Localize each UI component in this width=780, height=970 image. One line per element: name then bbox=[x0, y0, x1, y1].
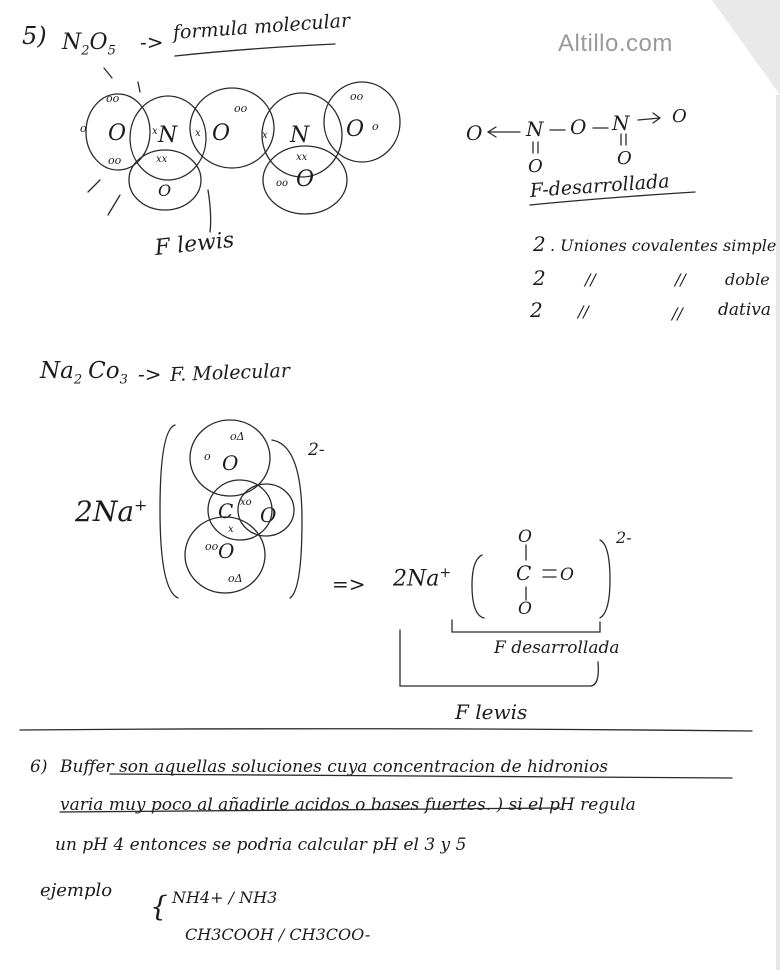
svg-text:O: O bbox=[528, 156, 543, 177]
developed-bracket bbox=[452, 620, 600, 632]
q6-line-2: varia muy poco al añadirle acidos o bases fuertes. ) si el pH regula bbox=[60, 795, 636, 815]
n2o5-o: O bbox=[89, 30, 108, 55]
svg-text:x: x bbox=[262, 130, 268, 141]
n2o5-developed-structure bbox=[488, 113, 695, 205]
n2o5-sub2: 5 bbox=[107, 43, 116, 59]
lewis-hatch-4 bbox=[138, 82, 140, 92]
svg-text:O: O bbox=[570, 115, 587, 139]
caption-underline bbox=[175, 44, 335, 56]
buffer-pair-1: NH4+ / NH3 bbox=[172, 888, 278, 907]
n2o5-sub1: 2 bbox=[81, 43, 90, 59]
left-bracket-open bbox=[160, 425, 178, 598]
n2o5-atoms bbox=[80, 90, 379, 200]
buffer-pair-1-acid: NH4+ bbox=[172, 888, 224, 907]
lewis-hatch-1 bbox=[108, 195, 120, 215]
svg-text:x: x bbox=[152, 126, 158, 137]
brace: { bbox=[150, 890, 168, 923]
bond-row-3-ditto2: // bbox=[672, 304, 683, 323]
svg-text:O: O bbox=[672, 106, 687, 127]
svg-text:O: O bbox=[218, 539, 235, 563]
na2co3-caption: F. Molecular bbox=[169, 359, 291, 386]
lewis-hatch-2 bbox=[88, 180, 100, 192]
svg-text:O: O bbox=[560, 565, 574, 585]
svg-text:O: O bbox=[212, 121, 231, 146]
q6-underline-2 bbox=[60, 808, 560, 812]
svg-text:C: C bbox=[516, 561, 532, 585]
na2co3-sub1: 2 bbox=[73, 372, 83, 388]
question-6-number: 6) bbox=[30, 757, 48, 777]
svg-text:O: O bbox=[222, 451, 239, 475]
bond-row-2-count: 2 bbox=[533, 266, 546, 290]
na2co3-na: Na bbox=[40, 358, 74, 384]
lewis-hatch-3 bbox=[104, 68, 112, 78]
svg-text:N: N bbox=[526, 117, 544, 141]
developed-underline bbox=[530, 192, 695, 205]
svg-text:oo: oo bbox=[276, 178, 289, 189]
svg-text:oo: oo bbox=[205, 540, 219, 553]
bond-row-1-count: 2 bbox=[533, 232, 546, 256]
lewis-circle-obridge bbox=[190, 88, 274, 168]
svg-text:xo: xo bbox=[240, 497, 252, 508]
right-bracket-open bbox=[472, 555, 484, 618]
bond-row-2-ditto1: // bbox=[585, 270, 596, 289]
watermark: Altillo.com bbox=[558, 30, 673, 57]
q6-underline-1 bbox=[110, 774, 732, 778]
na2co3-co: Co bbox=[88, 358, 120, 384]
svg-text:N: N bbox=[612, 111, 630, 135]
svg-text:N: N bbox=[290, 123, 310, 148]
svg-text:x: x bbox=[228, 524, 234, 535]
svg-text:x: x bbox=[195, 128, 201, 139]
left-charge: 2- bbox=[308, 440, 325, 460]
na2co3-lewis-atoms bbox=[204, 430, 276, 585]
right-sodium: 2Na+ bbox=[393, 565, 452, 592]
left-sodium-text: 2Na bbox=[75, 495, 135, 528]
bond-row-3-kind: dativa bbox=[718, 300, 772, 320]
svg-text:O: O bbox=[346, 117, 365, 142]
buffer-pair-2: CH3COOH / CH3COO- bbox=[185, 925, 371, 944]
na2co3-developed-atoms bbox=[516, 527, 574, 619]
n2o5-n: N bbox=[62, 30, 82, 55]
n2o5-developed-label: F-desarrollada bbox=[529, 170, 671, 202]
na2co3-lewis-label: F lewis bbox=[455, 700, 528, 724]
implies-arrow: => bbox=[332, 572, 366, 596]
svg-text:o: o bbox=[204, 450, 211, 463]
n2o5-caption: formula molecular bbox=[172, 9, 351, 44]
na2co3-arrow: -> bbox=[138, 362, 162, 386]
svg-text:O: O bbox=[108, 121, 127, 146]
n2o5-lewis-label: F lewis bbox=[153, 227, 236, 261]
na2co3-developed-label: F desarrollada bbox=[494, 638, 620, 658]
svg-text:O: O bbox=[466, 121, 483, 145]
svg-text:O: O bbox=[296, 167, 315, 192]
svg-text:oo: oo bbox=[108, 154, 122, 167]
lewis-bracket bbox=[400, 630, 598, 686]
svg-text:o: o bbox=[372, 120, 379, 133]
svg-text:oΔ: oΔ bbox=[228, 572, 243, 585]
svg-text:o: o bbox=[80, 122, 87, 135]
n2o5-developed-atoms bbox=[466, 106, 687, 177]
bond-row-3-ditto1: // bbox=[578, 302, 589, 321]
question-5-number: 5) bbox=[22, 22, 47, 50]
q6-line-1: Buffer son aquellas soluciones cuya concentracion de hidronios bbox=[60, 757, 609, 777]
buffer-pair-1-base: NH3 bbox=[239, 888, 278, 907]
svg-text:O: O bbox=[260, 503, 277, 527]
svg-text:oo: oo bbox=[350, 90, 364, 103]
svg-text:O: O bbox=[158, 181, 172, 200]
bond-row-2-kind: doble bbox=[725, 270, 770, 289]
right-bracket-close bbox=[600, 540, 610, 618]
buffer-pair-2-base: CH3COO- bbox=[289, 925, 371, 944]
q6-line-3: un pH 4 entonces se podria calcular pH el 3 y 5 bbox=[55, 835, 467, 855]
svg-text:oΔ: oΔ bbox=[230, 430, 245, 443]
buffer-pair-2-acid: CH3COOH bbox=[185, 925, 274, 944]
svg-text:N: N bbox=[158, 123, 178, 148]
section-divider bbox=[20, 729, 752, 731]
example-label: ejemplo bbox=[40, 880, 113, 901]
svg-text:xx: xx bbox=[156, 154, 168, 165]
bond-row-2-ditto2: // bbox=[675, 270, 686, 289]
left-bracket-close bbox=[272, 440, 302, 598]
svg-text:oo: oo bbox=[106, 92, 120, 105]
svg-text:O: O bbox=[518, 599, 532, 619]
left-sodium: 2Na+ bbox=[75, 495, 148, 528]
na2co3-sub2: 3 bbox=[119, 372, 128, 388]
svg-text:xx: xx bbox=[296, 152, 308, 163]
right-charge: 2- bbox=[616, 528, 632, 547]
n2o5-arrow: -> bbox=[140, 30, 164, 54]
right-sodium-text: 2Na bbox=[393, 566, 440, 592]
svg-text:O: O bbox=[617, 148, 632, 169]
bond-row-3-count: 2 bbox=[530, 298, 543, 322]
svg-text:C: C bbox=[218, 499, 234, 523]
lewis-pointer bbox=[208, 190, 211, 232]
svg-text:oo: oo bbox=[234, 102, 248, 115]
svg-text:O: O bbox=[518, 527, 532, 547]
na2co3-developed-structure bbox=[400, 540, 610, 686]
bond-row-1-kind: . Uniones covalentes simple bbox=[550, 236, 777, 255]
